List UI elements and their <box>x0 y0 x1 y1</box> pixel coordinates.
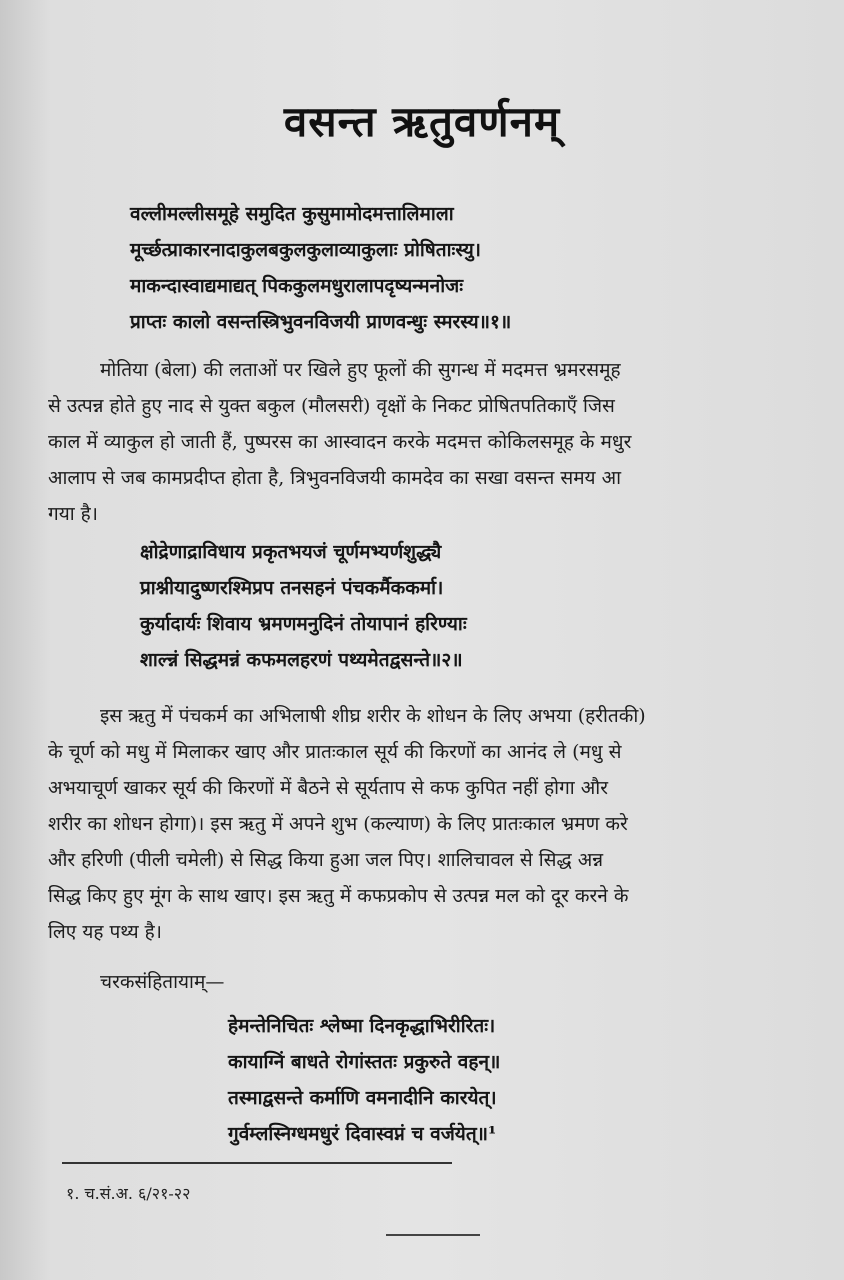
page-end-rule <box>386 1234 480 1236</box>
paragraph-1-line: गया है। <box>48 503 98 525</box>
paragraph-1-line: मोतिया (बेला) की लताओं पर खिले हुए फूलों की सुगन्ध में मदमत्त भ्रमरसमूह <box>100 359 621 381</box>
paragraph-2-line: और हरिणी (पीली चमेली) से सिद्ध किया हुआ जल पिए। शालिचावल से सिद्ध अन्न <box>48 849 604 871</box>
paragraph-1 <box>48 352 800 532</box>
verse-2-line: कुर्यादार्यः शिवाय भ्रमणमनुदिनं तोयापानं हरिण्याः <box>140 613 467 635</box>
paragraph-2-line: सिद्ध किए हुए मूंग के साथ खाए। इस ऋतु में कफप्रकोप से उत्पन्न मल को दूर करने के <box>48 885 629 907</box>
verse-2 <box>140 534 660 678</box>
verse-3-line: कायाग्निं बाधते रोगांस्ततः प्रकुरुते वहन्॥ <box>228 1051 501 1073</box>
verse-2-line: प्राश्नीयादुष्णरश्मिप्रप तनसहनं पंचकर्मैककर्मा। <box>140 577 444 599</box>
paragraph-2 <box>48 698 800 950</box>
verse-3-line: हेमन्तेनिचितः श्लेष्मा दिनकृद्धाभिरीरितः। <box>228 1015 496 1037</box>
paragraph-2-line: शरीर का शोधन होगा)। इस ऋतु में अपने शुभ (कल्याण) के लिए प्रातःकाल भ्रमण करे <box>48 813 628 835</box>
verse-3-line: तस्माद्वसन्ते कर्माणि वमनादीनि कारयेत्। <box>228 1087 497 1109</box>
paragraph-1-line: आलाप से जब कामप्रदीप्त होता है, त्रिभुवनविजयी कामदेव का सखा वसन्त समय आ <box>48 467 622 489</box>
paragraph-2-line: लिए यह पथ्य है। <box>48 921 162 943</box>
paragraph-2-line: अभयाचूर्ण खाकर सूर्य की किरणों में बैठने से सूर्यताप से कफ कुपित नहीं होगा और <box>48 777 608 799</box>
paragraph-1-line: काल में व्याकुल हो जाती हैं, पुष्परस का आस्वादन करके मदमत्त कोकिलसमूह के मधुर <box>48 431 632 453</box>
verse-2-line: शाल्न्नं सिद्धमन्नं कफमलहरणं पथ्यमेतद्वसन्ते॥२॥ <box>140 649 463 671</box>
verse-1-line: वल्लीमल्लीसमूहे समुदित कुसुमामोदमत्तालिमाला <box>130 203 454 225</box>
paragraph-2-line: इस ऋतु में पंचकर्म का अभिलाषी शीघ्र शरीर के शोधन के लिए अभया (हरीतकी) <box>100 705 646 727</box>
verse-2-line: क्षोद्रेणाद्राविधाय प्रकृतभयजं चूर्णमभ्यर्णशुद्ध्यै <box>140 541 442 563</box>
verse-1-line: माकन्दास्वाद्यमाद्यत् पिककुलमधुरालापदृष्यन्मनोजः <box>130 275 464 297</box>
paragraph-2-line: के चूर्ण को मधु में मिलाकर खाए और प्रातःकाल सूर्य की किरणों का आनंद ले (मधु से <box>48 741 622 763</box>
footnote: १. च.सं.अ. ६/२१-२२ <box>66 1184 191 1203</box>
verse-1-line: मूर्च्छत्प्राकारनादाकुलबकुलकुलाव्याकुलाः प्रोषिताःस्यु। <box>130 239 481 261</box>
verse-3 <box>228 1008 648 1152</box>
page-title: वसन्त ऋतुवर्णनम् <box>283 97 561 146</box>
verse-3-line: गुर्वम्लस्निग्धमधुरं दिवास्वप्नं च वर्जयेत्॥¹ <box>228 1123 497 1145</box>
paragraph-1-line: से उत्पन्न होते हुए नाद से युक्त बकुल (मौलसरी) वृक्षों के निकट प्रोषितपतिकाएँ जिस <box>48 395 615 417</box>
footnote-divider <box>62 1162 452 1164</box>
verse-1 <box>130 196 710 340</box>
verse-1-line: प्राप्तः कालो वसन्तस्त्रिभुवनविजयी प्राणवन्धुः स्मरस्य॥१॥ <box>130 311 512 333</box>
citation-label: चरकसंहितायाम्— <box>100 971 225 993</box>
